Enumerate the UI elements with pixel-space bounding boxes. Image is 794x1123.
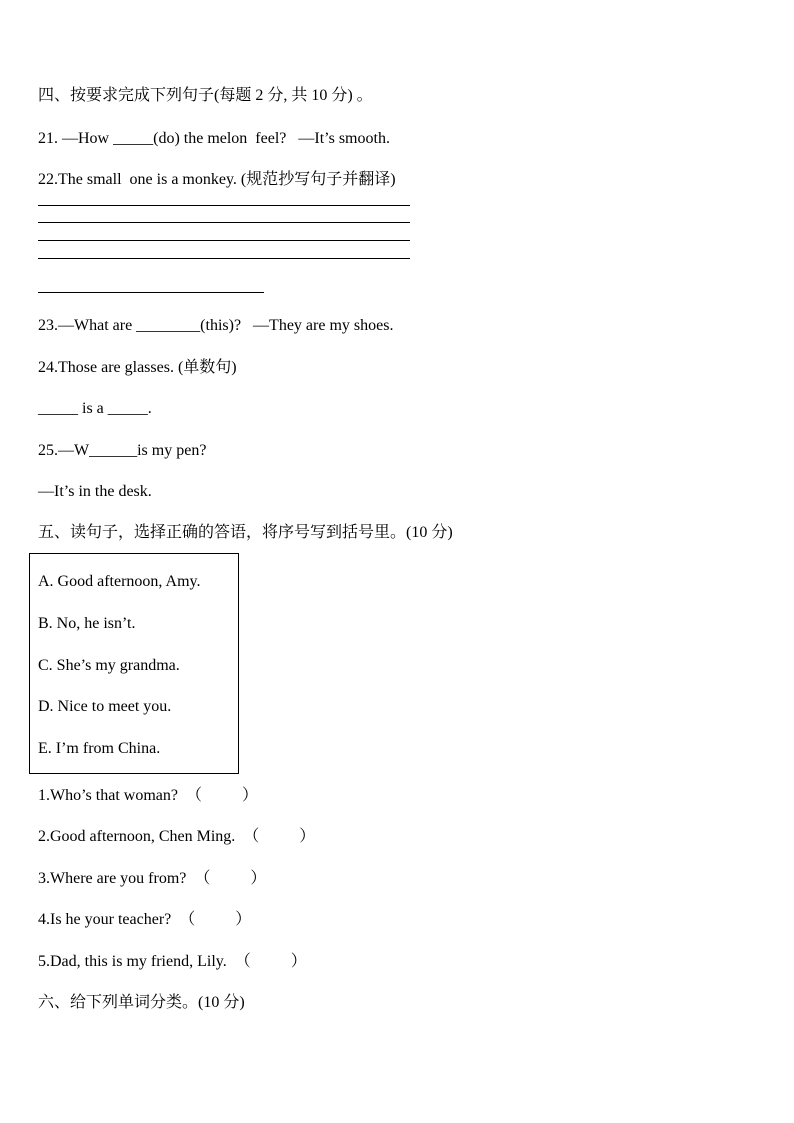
question-25-reply: —It’s in the desk. [38,483,152,500]
option-a: A. Good afternoon, Amy. [38,573,201,590]
match-question-2: 2.Good afternoon, Chen Ming. （ ） [38,828,316,845]
writing-line-2 [38,222,410,223]
option-b: B. No, he isn’t. [38,615,136,632]
writing-line-1 [38,205,410,206]
match-question-3: 3.Where are you from? （ ） [38,870,267,887]
match-question-1: 1.Who’s that woman? （ ） [38,787,258,804]
option-d: D. Nice to meet you. [38,698,172,715]
answer-options-box [29,553,239,774]
question-22: 22.The small one is a monkey. (规范抄写句子并翻译) [38,171,396,188]
question-25: 25.—W______is my pen? [38,442,207,459]
question-21: 21. —How _____(do) the melon feel? —It’s smooth. [38,130,390,147]
option-e: E. I’m from China. [38,740,161,757]
match-question-5: 5.Dad, this is my friend, Lily. （ ） [38,953,307,970]
section-4-title: 四、按要求完成下列句子(每题 2 分, 共 10 分) 。 [38,87,373,104]
option-c: C. She’s my grandma. [38,657,180,674]
question-24: 24.Those are glasses. (单数句) [38,359,237,376]
question-24-answer: _____ is a _____. [38,400,152,417]
question-23: 23.—What are ________(this)? —They are my shoes. [38,317,394,334]
writing-line-4 [38,258,410,259]
section-6-title: 六、给下列单词分类。(10 分) [38,994,245,1011]
section-5-title: 五、读句子，选择正确的答语，将序号写到括号里。(10 分) [38,524,453,541]
match-question-4: 4.Is he your teacher? （ ） [38,911,252,928]
writing-line-3 [38,240,410,241]
translation-line [38,292,264,293]
